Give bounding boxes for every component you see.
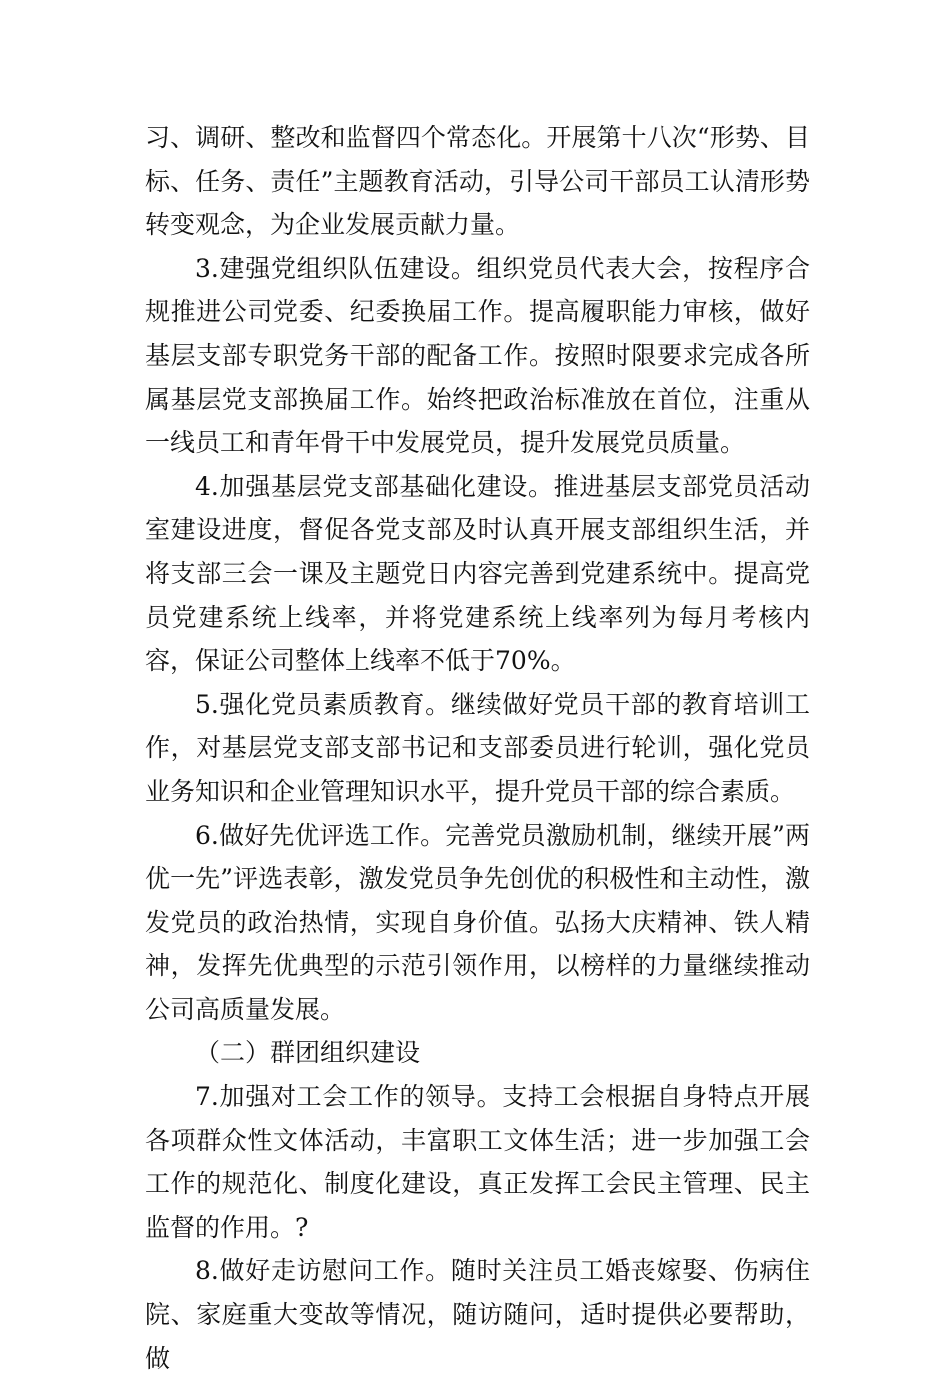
paragraph-item-8: 8.做好走访慰问工作。随时关注员工婚丧嫁娶、伤病住院、家庭重大变故等情况，随访随问，适时提供必要帮助，做 (145, 1256, 810, 1373)
document-body (145, 116, 810, 1380)
paragraph-continuation: 习、调研、整改和监督四个常态化。开展第十八次“形势、目标、任务、责任”主题教育活动，引导公司干部员工认清形势转变观念，为企业发展贡献力量。 (145, 123, 810, 240)
paragraph-item-7: 7.加强对工会工作的领导。支持工会根据自身特点开展各项群众性文体活动，丰富职工文体生活；进一步加强工会工作的规范化、制度化建设，真正发挥工会民主管理、民主监督的作用。? (145, 1082, 810, 1242)
paragraph-item-4: 4.加强基层党支部基础化建设。推进基层支部党员活动室建设进度，督促各党支部及时认真开展支部组织生活，并将支部三会一课及主题党日内容完善到党建系统中。提高党员党建系统上线率，并将党建系统上线率列为每月考核内容，保证公司整体上线率不低于70%。 (145, 471, 810, 676)
paragraph-item-6: 6.做好先优评选工作。完善党员激励机制，继续开展”两优一先”评选表彰，激发党员争先创优的积极性和主动性，激发党员的政治热情，实现自身价值。弘扬大庆精神、铁人精神，发挥先优典型的示范引领作用，以榜样的力量继续推动公司高质量发展。 (145, 820, 810, 1024)
paragraph-item-3: 3.建强党组织队伍建设。组织党员代表大会，按程序合规推进公司党委、纪委换届工作。提高履职能力审核，做好基层支部专职党务干部的配备工作。按照时限要求完成各所属基层党支部换届工作。始终把政治标准放在首位，注重从一线员工和青年骨干中发展党员，提升发展党员质量。 (145, 253, 810, 458)
section-heading-mass-organizations: （二）群团组织建设 (195, 1038, 421, 1068)
paragraph-item-5: 5.强化党员素质教育。继续做好党员干部的教育培训工作，对基层党支部支部书记和支部委员进行轮训，强化党员业务知识和企业管理知识水平，提升党员干部的综合素质。 (145, 689, 810, 806)
